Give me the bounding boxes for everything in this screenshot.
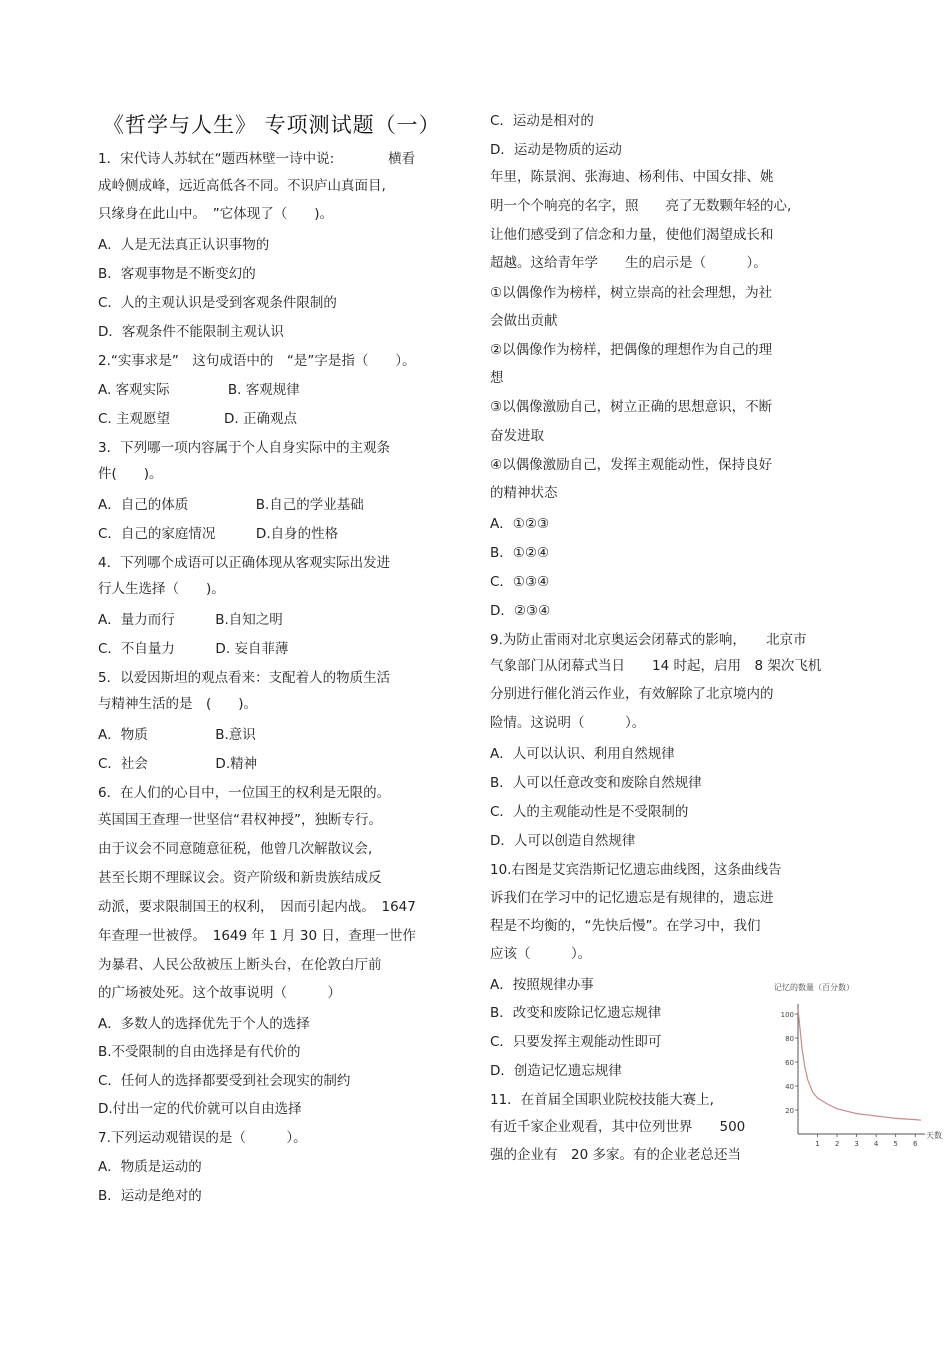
right-line-1: C．运动是相对的 <box>490 113 594 129</box>
right-line-25: C．人的主观能动性是不受限制的 <box>490 804 689 820</box>
left-line-4: A．人是无法真正认识事物的 <box>98 237 270 253</box>
right-line-27: 10.右图是艾宾浩斯记忆遗忘曲线图，这条曲线告 <box>490 862 782 878</box>
right-line-14: 的精神状态 <box>490 485 558 501</box>
chart-y-tick-label: 100 <box>780 1011 794 1019</box>
left-line-36: A．物质是运动的 <box>98 1159 202 1175</box>
left-line-21: A．物质 B.意识 <box>98 727 256 743</box>
right-line-13: ④以偶像激励自己，发挥主观能动性，保持良好 <box>490 457 773 473</box>
left-line-35: 7.下列运动观错误的是（ ）。 <box>98 1130 307 1146</box>
left-line-15: 4．下列哪个成语可以正确体现从客观实际出发进 <box>98 555 391 571</box>
right-line-5: 让他们感受到了信念和力量，使他们渴望成长和 <box>490 227 774 243</box>
left-line-9: A. 客观实际 B. 客观规律 <box>98 382 300 398</box>
chart-xlabel: 天数 <box>926 1131 942 1140</box>
exam-title: 《哲学与人生》 专项测试题（一） <box>103 113 441 137</box>
left-line-19: 5．以爱因斯坦的观点看来：支配着人的物质生活 <box>98 670 391 686</box>
left-line-28: 年查理一世被俘。 1649 年 1 月 30 日，查理一世作 <box>98 928 416 944</box>
right-line-4: 明一个个响亮的名字，照 亮了无数颗年轻的心, <box>490 198 792 214</box>
right-line-9: ②以偶像作为榜样，把偶像的理想作为自己的理 <box>490 342 773 358</box>
left-line-20: 与精神生活的是 ( )。 <box>98 696 258 712</box>
right-line-26: D．人可以创造自然规律 <box>490 833 636 849</box>
right-line-11: ③以偶像激励自己，树立正确的思想意识，不断 <box>490 399 773 415</box>
left-line-12: 件( )。 <box>98 466 163 482</box>
left-line-23: 6．在人们的心目中，一位国王的权利是无限的。 <box>98 785 391 801</box>
left-line-17: A．量力而行 B.自知之明 <box>98 612 283 628</box>
right-line-8: 会做出贡献 <box>490 313 558 329</box>
chart-y-tick-label: 20 <box>785 1107 794 1115</box>
left-line-3: 只缘身在此山中。 ”它体现了（ )。 <box>98 206 334 222</box>
left-line-25: 由于议会不同意随意征税，他曾几次解散议会, <box>98 841 373 857</box>
right-line-32: B．改变和废除记忆遗忘规律 <box>490 1005 662 1021</box>
left-line-26: 甚至长期不理睬议会。资产阶级和新贵族结成反 <box>98 870 382 886</box>
left-line-29: 为暴君、人民公敌被压上断头台，在伦敦白厅前 <box>98 957 382 973</box>
right-line-36: 有近千家企业观看，其中位列世界 500 <box>490 1119 746 1135</box>
right-line-23: A．人可以认识、利用自然规律 <box>490 746 675 762</box>
left-line-10: C. 主观愿望 D. 正确观点 <box>98 411 297 427</box>
chart-x-tick-label: 2 <box>834 1140 840 1148</box>
left-line-27: 动派，要求限制国王的权利， 因而引起内战。 1647 <box>98 899 416 915</box>
right-line-16: B．①②④ <box>490 545 550 561</box>
right-line-7: ①以偶像作为榜样，树立崇高的社会理想，为社 <box>490 285 773 301</box>
left-line-2: 成岭侧成峰，远近高低各不同。不识庐山真面目, <box>98 178 386 194</box>
right-line-3: 年里，陈景润、张海迪、杨利伟、中国女排、姚 <box>490 169 774 185</box>
chart-y-tick-label: 60 <box>785 1059 794 1067</box>
left-line-30: 的广场被处死。这个故事说明（ ） <box>98 985 341 1001</box>
left-line-32: B.不受限制的自由选择是有代价的 <box>98 1044 301 1060</box>
left-line-24: 英国国王查理一世坚信“君权神授”，独断专行。 <box>98 812 382 828</box>
chart-ylabel: 记忆的数量（百分数） <box>774 983 854 992</box>
chart-x-tick-label: 3 <box>854 1140 859 1148</box>
right-line-17: C．①③④ <box>490 574 550 590</box>
right-line-22: 险情。这说明（ ）。 <box>490 715 646 731</box>
left-line-22: C．社会 D.精神 <box>98 756 258 772</box>
left-line-13: A．自己的体质 B.自己的学业基础 <box>98 497 364 513</box>
right-line-29: 程是不均衡的，“先快后慢”。在学习中，我们 <box>490 918 761 934</box>
left-line-8: 2.“实事求是” 这句成语中的 “是”字是指（ ）。 <box>98 353 416 369</box>
left-line-6: C．人的主观认识是受到客观条件限制的 <box>98 295 337 311</box>
chart-y-tick-label: 80 <box>785 1035 794 1043</box>
left-line-34: D.付出一定的代价就可以自由选择 <box>98 1101 302 1117</box>
chart-x-tick-label: 4 <box>873 1140 879 1148</box>
right-line-10: 想 <box>490 370 504 386</box>
left-line-16: 行人生选择（ )。 <box>98 581 225 597</box>
left-line-31: A．多数人的选择优先于个人的选择 <box>98 1016 310 1032</box>
right-line-35: 11．在首届全国职业院校技能大赛上, <box>490 1092 714 1108</box>
right-line-37: 强的企业有 20 多家。有的企业老总还当 <box>490 1147 741 1163</box>
right-line-19: 9.为防止雷雨对北京奥运会闭幕式的影响， 北京市 <box>490 632 807 648</box>
right-line-31: A．按照规律办事 <box>490 977 594 993</box>
right-line-30: 应该（ ）。 <box>490 946 592 962</box>
right-line-15: A．①②③ <box>490 516 550 532</box>
chart-x-tick-label: 1 <box>815 1140 820 1148</box>
right-line-18: D．②③④ <box>490 603 551 619</box>
right-line-24: B．人可以任意改变和废除自然规律 <box>490 775 702 791</box>
right-line-28: 诉我们在学习中的记忆遗忘是有规律的，遗忘进 <box>490 890 774 906</box>
forgetting-curve-chart <box>770 978 948 1158</box>
right-line-2: D．运动是物质的运动 <box>490 142 622 158</box>
right-line-33: C．只要发挥主观能动性即可 <box>490 1034 662 1050</box>
left-line-37: B．运动是绝对的 <box>98 1188 202 1204</box>
chart-y-tick-label: 40 <box>785 1083 794 1091</box>
right-line-20: 气象部门从闭幕式当日 14 时起，启用 8 架次飞机 <box>490 658 822 674</box>
right-line-34: D．创造记忆遗忘规律 <box>490 1063 622 1079</box>
chart-svg <box>770 978 948 1158</box>
right-line-12: 奋发进取 <box>490 428 544 444</box>
left-line-14: C．自己的家庭情况 D.自身的性格 <box>98 526 339 542</box>
left-line-1: 1．宋代诗人苏轼在“题西林壁一诗中说: 横看 <box>98 151 416 167</box>
chart-x-tick-label: 5 <box>893 1140 898 1148</box>
left-line-11: 3．下列哪一项内容属于个人自身实际中的主观条 <box>98 440 391 456</box>
left-line-33: C．任何人的选择都要受到社会现实的制约 <box>98 1073 351 1089</box>
left-line-7: D．客观条件不能限制主观认识 <box>98 324 284 340</box>
left-line-18: C．不自量力 D. 妄自菲薄 <box>98 641 289 657</box>
right-line-21: 分别进行催化消云作业，有效解除了北京境内的 <box>490 686 774 702</box>
chart-x-tick-label: 6 <box>912 1140 918 1148</box>
right-line-6: 超越。这给青年学 生的启示是（ ）。 <box>490 255 767 271</box>
chart-series-line-1 <box>798 1009 921 1120</box>
left-line-5: B．客观事物是不断变幻的 <box>98 266 256 282</box>
